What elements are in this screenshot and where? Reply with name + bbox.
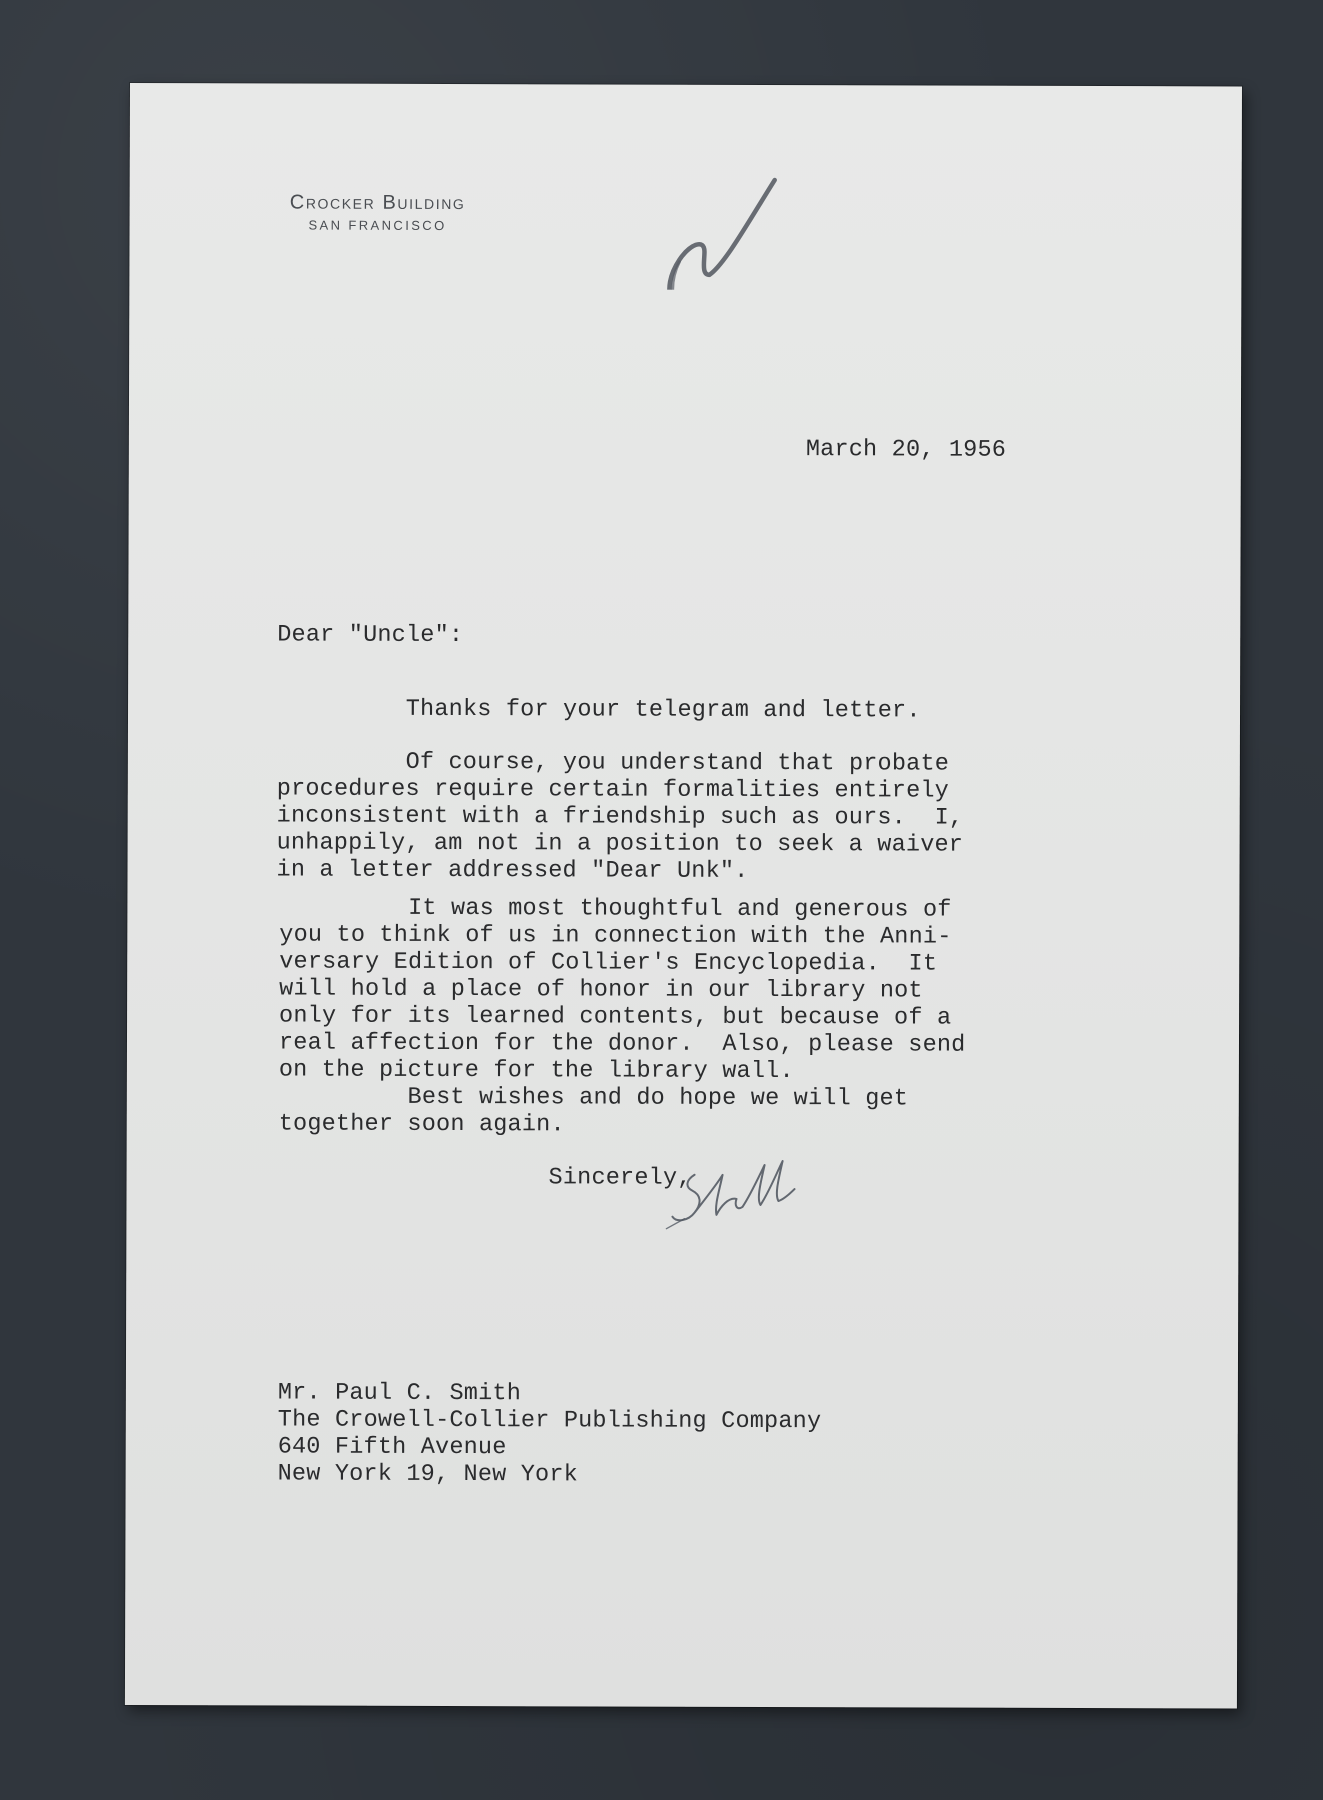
letterhead-city: SAN FRANCISCO xyxy=(308,217,447,233)
pencil-check-mark xyxy=(649,140,799,290)
body-paragraph-3: It was most thoughtful and generous of you to think of us in connection with the Anni- versary Edition of Collier's Encyclopedia. It will hold a place of honor in our library not only for its learned contents, but because of a real affection for the donor. Also, please send on the picture for the library wall. xyxy=(278,894,966,1086)
address-city: New York 19, New York xyxy=(277,1460,579,1489)
address-name: Mr. Paul C. Smith xyxy=(277,1379,522,1408)
body-paragraph-2: Of course, you understand that probate procedures require certain formalities entirely inconsistent with a friendship such as ours. I, unhappily, am not in a position to seek a waiver in a letter addressed "Dear Unk". xyxy=(276,748,964,885)
address-company: The Crowell-Collier Publishing Company xyxy=(277,1406,822,1436)
letterhead-building: Crocker Building xyxy=(289,191,466,215)
address-street: 640 Fifth Avenue xyxy=(277,1433,507,1462)
recipient-address xyxy=(278,1379,822,1489)
salutation: Dear "Uncle": xyxy=(277,621,464,650)
closing: Sincerely, xyxy=(548,1164,692,1192)
letter-date: March 20, 1956 xyxy=(805,436,1007,464)
body-paragraph-4: Best wishes and do hope we will get together soon again. xyxy=(278,1083,909,1139)
letterhead xyxy=(243,191,513,233)
letter-sheet xyxy=(125,83,1242,1708)
handwritten-signature xyxy=(664,1145,834,1246)
body-paragraph-1: Thanks for your telegram and letter. xyxy=(276,695,921,725)
